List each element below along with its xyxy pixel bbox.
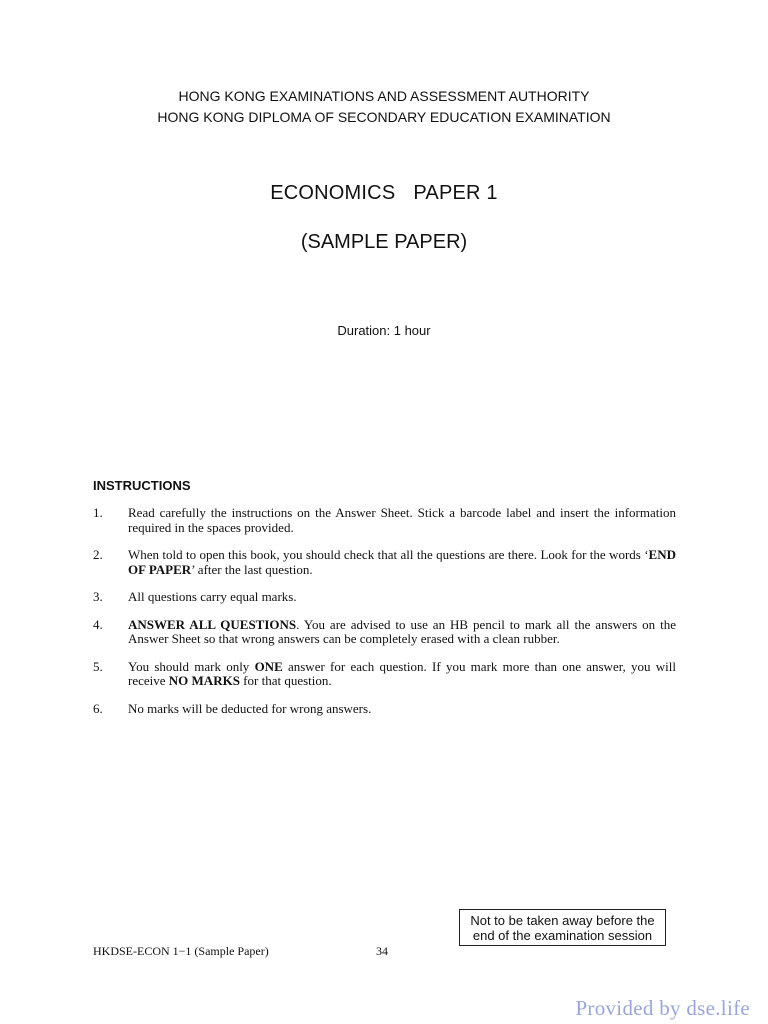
- instruction-text-segment: All questions carry equal marks.: [128, 589, 297, 604]
- instruction-number: 4.: [93, 616, 103, 632]
- notice-box: [459, 909, 666, 946]
- instruction-text: [128, 548, 676, 577]
- instruction-emphasis: END OF PAPER: [128, 547, 676, 577]
- instruction-text-segment: answer for each question. If you mark more than one answer, you will receive: [128, 658, 676, 688]
- instruction-emphasis: NO MARKS: [168, 673, 240, 688]
- subject-name: ECONOMICS: [270, 182, 396, 204]
- instruction-text-segment: You should mark only: [128, 658, 255, 674]
- instruction-item: [93, 548, 676, 577]
- notice-line-1: Not to be taken away before the: [470, 913, 655, 928]
- authority-name: HONG KONG EXAMINATIONS AND ASSESSMENT AUTHORITY: [178, 88, 590, 104]
- notice-line-2: end of the examination session: [472, 928, 653, 943]
- footer-page-number: 34: [376, 944, 388, 958]
- exam-name: HONG KONG DIPLOMA OF SECONDARY EDUCATION EXAMINATION: [157, 109, 611, 125]
- instruction-text: [128, 506, 676, 535]
- instruction-text-segment: . You are advised to use an HB pencil to mark all the answers on the Answer Sheet so that wrong answers can be completely erased with a clean rubber.: [128, 616, 676, 646]
- watermark-text: Provided by dse.life: [575, 996, 750, 1020]
- instruction-text-segment: for that question.: [239, 673, 332, 688]
- instruction-number: 6.: [93, 700, 103, 716]
- instruction-item: [93, 590, 676, 605]
- instruction-item: [93, 618, 676, 647]
- instruction-item: [93, 506, 676, 535]
- instruction-number: 2.: [93, 547, 103, 562]
- instruction-number: 5.: [93, 658, 103, 674]
- paper-number: PAPER 1: [413, 182, 498, 204]
- instruction-text: [128, 618, 676, 647]
- instruction-text: [128, 702, 676, 717]
- instruction-emphasis: ANSWER ALL QUESTIONS: [128, 616, 297, 632]
- instruction-text-segment: Read carefully the instructions on the Answer Sheet. Stick a barcode label and insert the information required in the spaces provided.: [128, 505, 676, 535]
- instruction-number: 1.: [93, 505, 103, 520]
- paper-title: [0, 182, 768, 205]
- instruction-item: [93, 702, 676, 717]
- instructions-heading: INSTRUCTIONS: [93, 478, 191, 493]
- instruction-text-segment: ’ after the last question.: [191, 561, 313, 577]
- exam-authority-header: [0, 86, 768, 128]
- instruction-item: [93, 660, 676, 689]
- duration-text: Duration: 1 hour: [337, 323, 431, 338]
- instruction-number: 3.: [93, 589, 103, 604]
- footer-paper-code: HKDSE-ECON 1−1 (Sample Paper): [93, 944, 269, 958]
- instruction-emphasis: ONE: [254, 658, 283, 674]
- instructions-list: [93, 506, 676, 729]
- instruction-text-segment: No marks will be deducted for wrong answers.: [128, 700, 372, 716]
- instruction-text: [128, 590, 676, 605]
- paper-subtitle: (SAMPLE PAPER): [300, 231, 468, 253]
- instruction-text: [128, 660, 676, 689]
- instruction-text-segment: When told to open this book, you should check that all the questions are there. Look for the words ‘: [128, 547, 649, 562]
